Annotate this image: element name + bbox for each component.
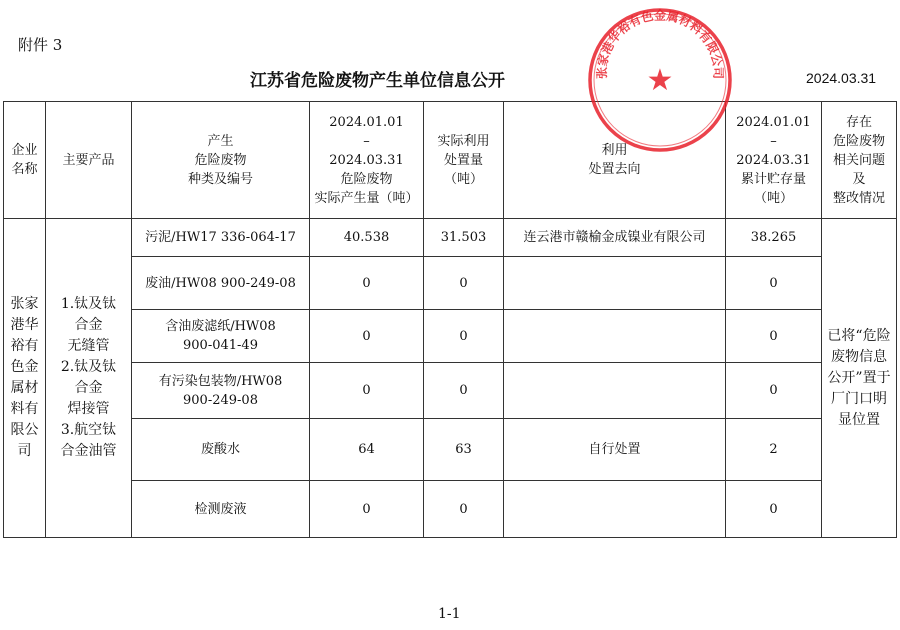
destination-cell [504, 363, 726, 419]
document-title: 江苏省危险废物产生单位信息公开 [250, 71, 505, 91]
utilized-cell: 0 [424, 481, 504, 538]
waste-type-cell: 废油/HW08 900-249-08 [132, 257, 310, 310]
main-products-cell: 1.钛及钛 合金 无缝管 2.钛及钛 合金 焊接管 3.航空钛 合金油管 [46, 219, 132, 538]
table-row [4, 419, 897, 481]
destination-cell: 连云港市赣榆金成镍业有限公司 [504, 219, 726, 257]
produced-cell: 0 [310, 481, 424, 538]
waste-type-cell: 含油废滤纸/HW08 900-041-49 [132, 310, 310, 363]
waste-type-cell: 废酸水 [132, 419, 310, 481]
header-products: 主要产品 [46, 102, 132, 219]
stock-cell: 0 [726, 310, 822, 363]
table-row [4, 481, 897, 538]
produced-cell: 0 [310, 257, 424, 310]
company-seal [586, 6, 734, 154]
header-utilized: 实际利用 处置量 （吨） [424, 102, 504, 219]
produced-cell: 0 [310, 310, 424, 363]
utilized-cell: 0 [424, 257, 504, 310]
header-issues: 存在 危险废物 相关问题 及 整改情况 [822, 102, 897, 219]
company-name-cell: 张家 港华 裕有 色金 属材 料有 限公 司 [4, 219, 46, 538]
header-destination: 利用 处置去向 [504, 102, 726, 219]
header-produced: 2024.01.01 – 2024.03.31 危险废物 实际产生量（吨） [310, 102, 424, 219]
destination-cell [504, 310, 726, 363]
destination-cell [504, 257, 726, 310]
table-row [4, 310, 897, 363]
header-stock: 2024.01.01 – 2024.03.31 累计贮存量 （吨） [726, 102, 822, 219]
issues-cell: 已将“危险 废物信息 公开”置于 厂门口明 显位置 [822, 219, 897, 538]
header-row [4, 102, 897, 219]
header-waste-type: 产生 危险废物 种类及编号 [132, 102, 310, 219]
waste-type-cell: 检测废液 [132, 481, 310, 538]
attachment-label: 附件 3 [18, 36, 63, 54]
publication-date: 2024.03.31 [806, 70, 877, 86]
produced-cell: 40.538 [310, 219, 424, 257]
produced-cell: 0 [310, 363, 424, 419]
utilized-cell: 0 [424, 310, 504, 363]
table-row [4, 363, 897, 419]
stock-cell: 0 [726, 257, 822, 310]
page-number: 1-1 [438, 606, 461, 622]
header-company: 企业 名称 [4, 102, 46, 219]
destination-cell: 自行处置 [504, 419, 726, 481]
utilized-cell: 0 [424, 363, 504, 419]
table-row [4, 257, 897, 310]
utilized-cell: 31.503 [424, 219, 504, 257]
seal-text: 张家港华裕有色金属材料有限公司 [594, 8, 726, 80]
produced-cell: 64 [310, 419, 424, 481]
utilized-cell: 63 [424, 419, 504, 481]
seal-star-icon: ★ [646, 63, 674, 98]
stock-cell: 38.265 [726, 219, 822, 257]
stock-cell: 0 [726, 363, 822, 419]
destination-cell [504, 481, 726, 538]
waste-type-cell: 有污染包装物/HW08 900-249-08 [132, 363, 310, 419]
table-row [4, 219, 897, 257]
stock-cell: 0 [726, 481, 822, 538]
stock-cell: 2 [726, 419, 822, 481]
waste-info-table [3, 101, 897, 538]
waste-type-cell: 污泥/HW17 336-064-17 [132, 219, 310, 257]
